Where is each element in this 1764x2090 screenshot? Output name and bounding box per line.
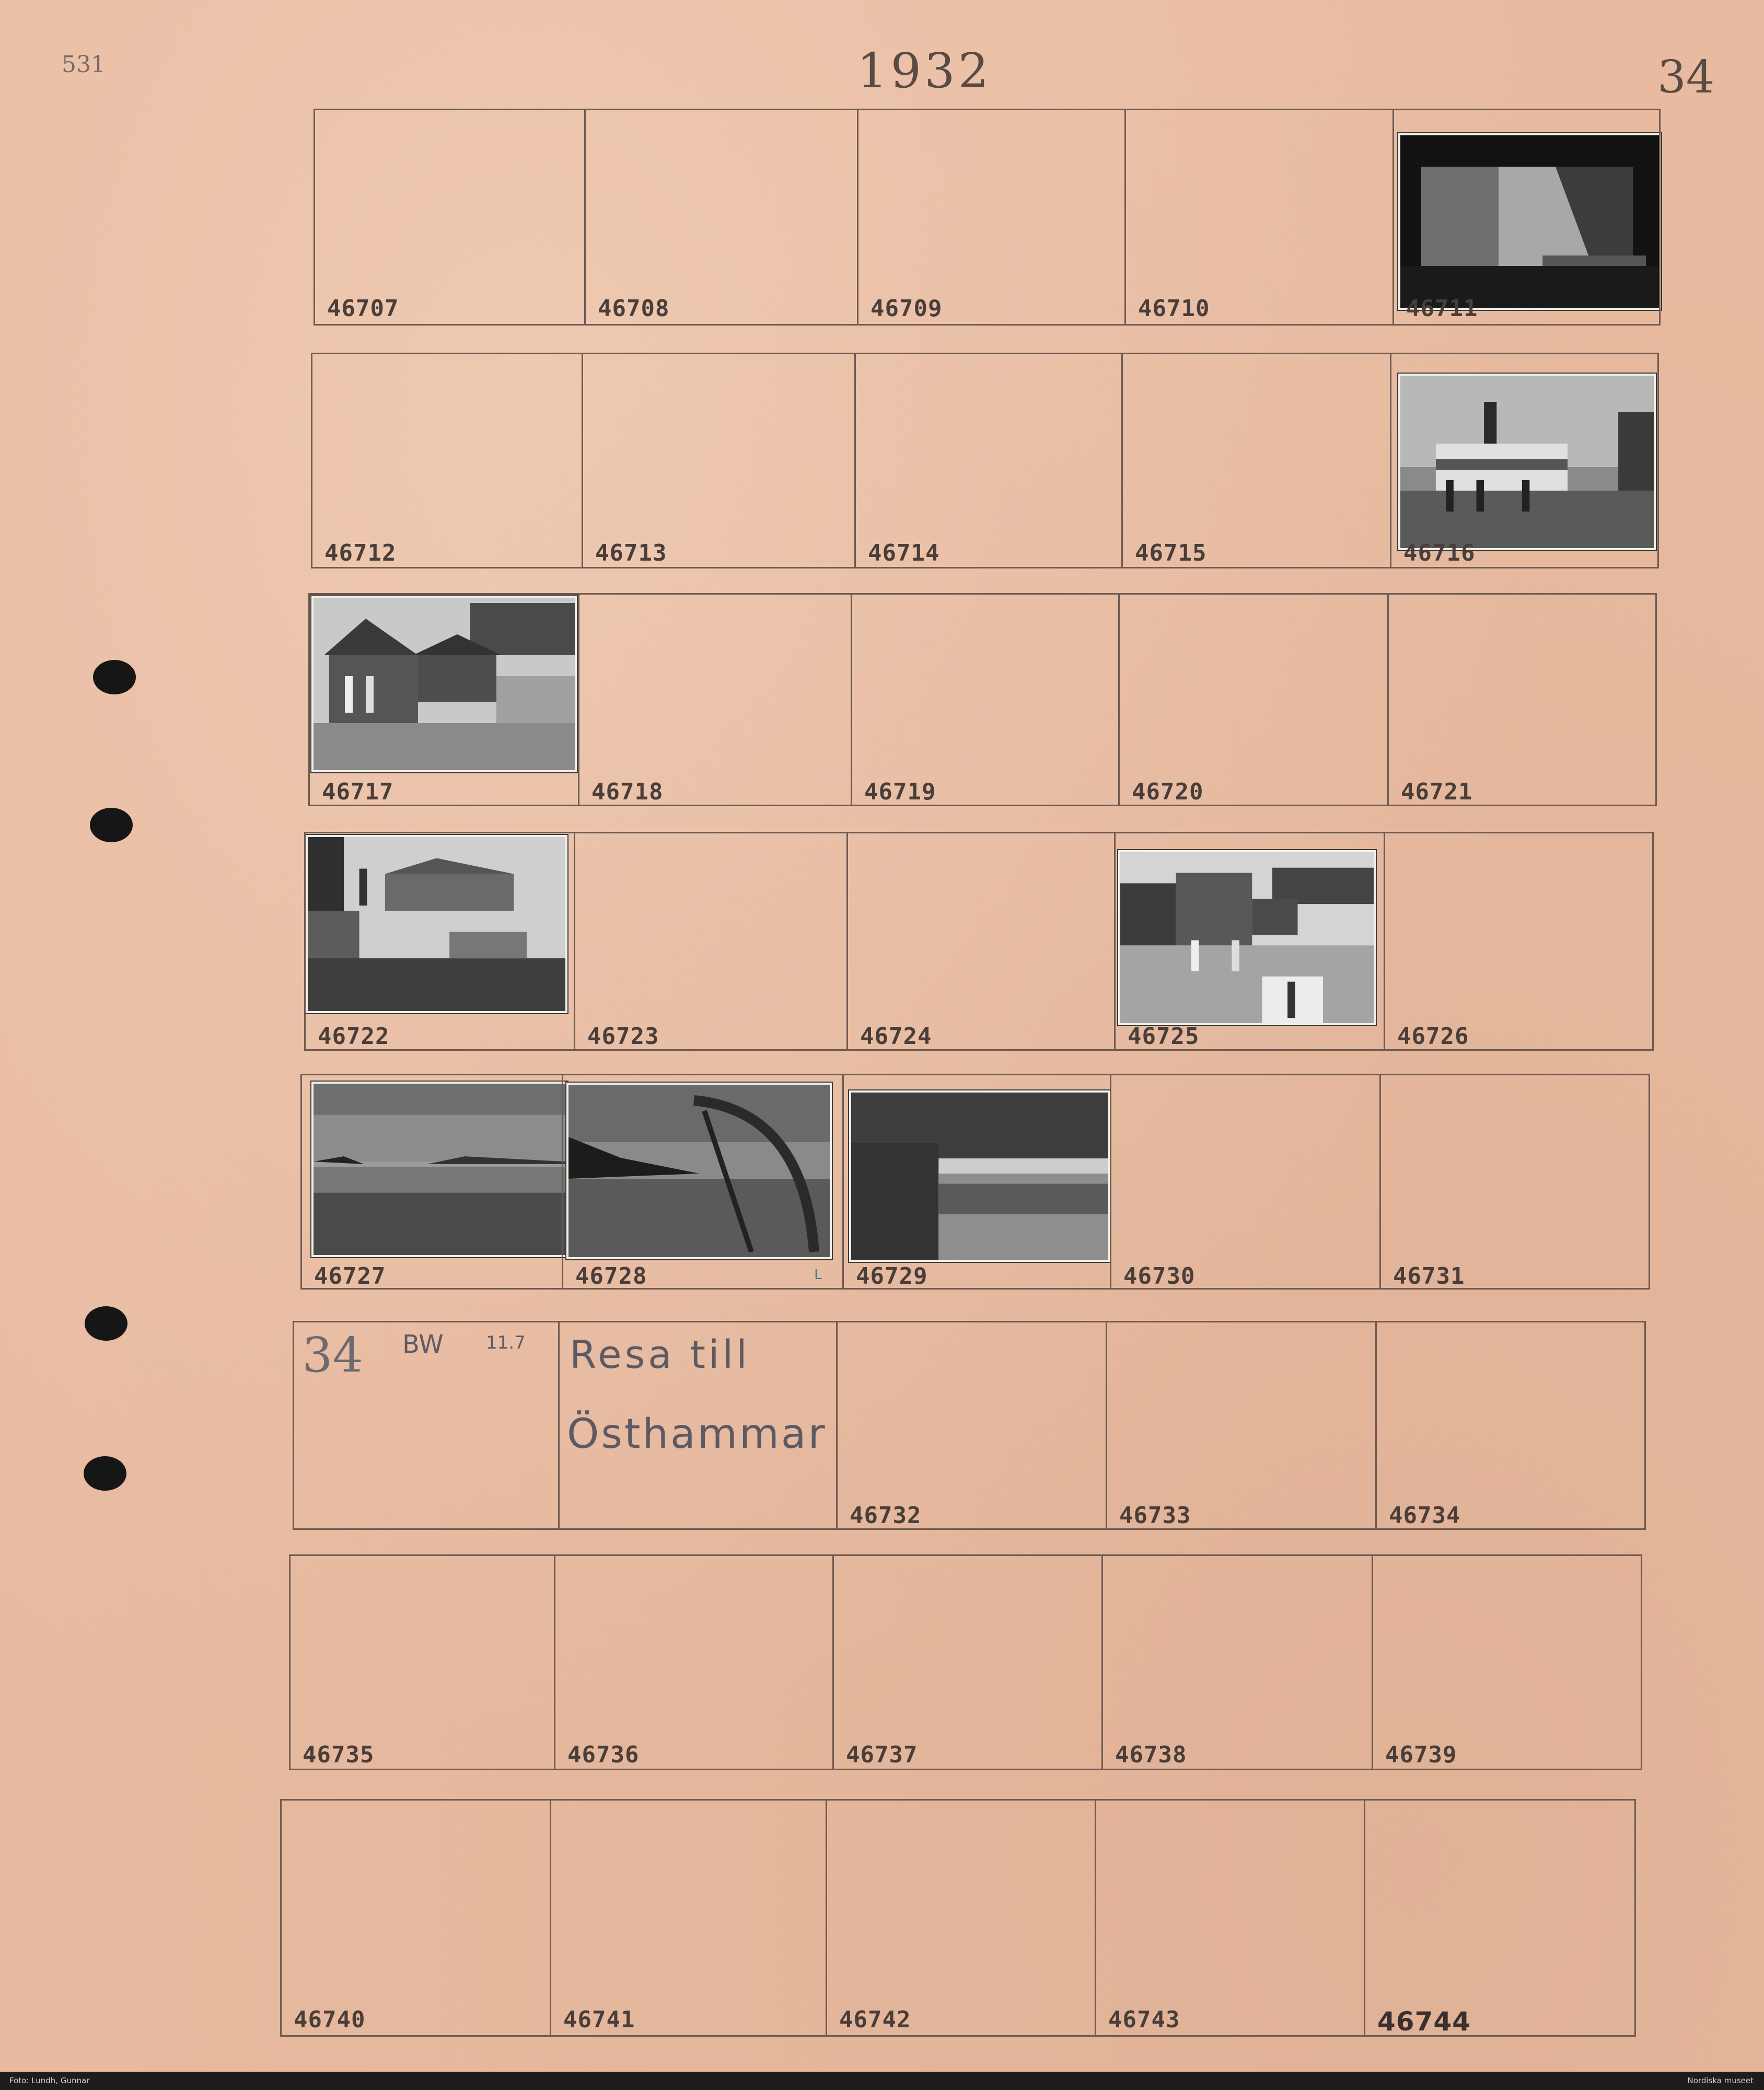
grid-rule (289, 1554, 1641, 1556)
sheet-number: 531 (62, 51, 106, 78)
grid-rule (1649, 1074, 1650, 1290)
catalog-number: 46731 (1393, 1263, 1465, 1290)
catalog-number: 46707 (327, 295, 399, 322)
grid-rule (293, 1321, 294, 1530)
catalog-number: 46742 (839, 2006, 911, 2033)
grid-rule (562, 1074, 563, 1290)
grid-rule (826, 1799, 827, 2037)
grid-rule (1641, 1554, 1642, 1770)
grid-rule (1379, 1074, 1381, 1290)
footer-bar (0, 2072, 1764, 2090)
grid-rule (574, 832, 575, 1051)
grid-rule (846, 832, 848, 1051)
catalog-number: 46725 (1128, 1023, 1200, 1050)
catalog-number: 46743 (1108, 2006, 1180, 2033)
catalog-number: 46736 (567, 1741, 640, 1768)
grid-rule (311, 567, 1657, 568)
catalog-number: 46719 (864, 779, 936, 805)
grid-rule (300, 1074, 1649, 1075)
photo-46725 (1118, 850, 1376, 1025)
photo-46711 (1398, 133, 1661, 310)
catalog-number: 46718 (591, 779, 664, 805)
catalog-number: 46735 (303, 1741, 375, 1768)
grid-rule (300, 1074, 302, 1290)
grid-rule (1118, 593, 1120, 806)
grid-rule (836, 1321, 838, 1530)
photo-46728 (566, 1083, 832, 1259)
catalog-number: 46721 (1401, 779, 1473, 805)
caption-line-1: Resa till (570, 1332, 750, 1377)
caption-line-2: Östhammar (567, 1411, 827, 1458)
grid-rule (1392, 109, 1394, 326)
catalog-number: 46730 (1123, 1263, 1196, 1290)
grid-rule (280, 1799, 282, 2037)
catalog-number: 46713 (595, 540, 667, 566)
catalog-number: 46739 (1385, 1741, 1457, 1768)
catalog-number: 46715 (1135, 540, 1207, 566)
catalog-number: 46744 (1377, 2006, 1471, 2037)
catalog-number: 46732 (850, 1502, 922, 1529)
grid-rule (293, 1321, 1644, 1322)
grid-rule (314, 109, 315, 326)
grid-rule (314, 109, 1659, 110)
catalog-number: 46728 (575, 1263, 647, 1290)
grid-rule (851, 593, 852, 806)
catalog-number: 46741 (563, 2006, 635, 2033)
grid-rule (842, 1074, 844, 1290)
grid-rule (1110, 1074, 1111, 1290)
catalog-number: 46720 (1132, 779, 1204, 805)
grid-rule (280, 1799, 1634, 1801)
binder-hole (84, 1456, 126, 1491)
catalog-number: 46710 (1138, 295, 1210, 322)
grid-rule (1124, 109, 1126, 326)
photo-46727 (311, 1082, 567, 1257)
catalog-number: 46726 (1397, 1023, 1469, 1050)
catalog-number: 46737 (846, 1741, 918, 1768)
grid-rule (304, 832, 306, 1051)
grid-rule (1390, 353, 1391, 568)
grid-rule (1644, 1321, 1646, 1530)
grid-rule (1655, 593, 1657, 806)
grid-rule (1634, 1799, 1636, 2037)
grid-rule (308, 593, 1655, 595)
grid-rule (1372, 1554, 1373, 1770)
grid-rule (1657, 353, 1659, 568)
grid-rule (554, 1554, 555, 1770)
photo-46729 (849, 1090, 1110, 1262)
photo-46722 (306, 835, 567, 1013)
museum-name: Nordiska museet (1687, 2076, 1754, 2085)
catalog-number: 46712 (324, 540, 397, 566)
grid-rule (289, 1769, 1641, 1770)
catalog-number: 46729 (856, 1263, 928, 1290)
catalog-number: 46708 (598, 295, 670, 322)
grid-rule (578, 593, 579, 806)
grid-rule (311, 353, 312, 568)
catalog-number: 46716 (1403, 540, 1476, 566)
grid-rule (558, 1321, 560, 1530)
grid-rule (289, 1554, 291, 1770)
roll-number: 34 (302, 1327, 364, 1383)
grid-rule (1659, 109, 1661, 326)
grid-rule (1387, 593, 1389, 806)
grid-rule (308, 593, 310, 806)
catalog-number: 46724 (860, 1023, 932, 1050)
year-heading: 1932 (857, 43, 992, 99)
grid-rule (304, 832, 1652, 833)
binder-hole (85, 1306, 127, 1341)
catalog-number: 46740 (294, 2006, 366, 2033)
grid-rule (1384, 832, 1385, 1051)
grid-rule (1095, 1799, 1096, 2037)
grid-rule (584, 109, 586, 326)
catalog-number: 46714 (868, 540, 940, 566)
binder-hole (93, 660, 136, 694)
grid-rule (1106, 1321, 1107, 1530)
tick-mark: L (814, 1267, 822, 1283)
grid-rule (1375, 1321, 1377, 1530)
catalog-number: 46734 (1389, 1502, 1461, 1529)
catalog-number: 46709 (871, 295, 943, 322)
grid-rule (314, 324, 1659, 326)
photo-46716 (1398, 374, 1656, 550)
catalog-number: 46733 (1119, 1502, 1191, 1529)
catalog-number: 46722 (318, 1023, 390, 1050)
catalog-number: 46723 (587, 1023, 659, 1050)
catalog-number: 46717 (322, 779, 394, 805)
grid-rule (1364, 1799, 1365, 2037)
catalog-number: 46738 (1115, 1741, 1187, 1768)
grid-rule (311, 353, 1657, 354)
catalog-number: 46727 (314, 1263, 386, 1290)
grid-rule (550, 1799, 551, 2037)
binder-hole (90, 808, 133, 842)
photo-46717 (311, 596, 577, 772)
grid-rule (832, 1554, 834, 1770)
grid-rule (1114, 832, 1116, 1051)
grid-rule (857, 109, 858, 326)
grid-rule (1121, 353, 1123, 568)
grid-rule (854, 353, 856, 568)
catalog-number: 46711 (1406, 295, 1478, 322)
page-number: 34 (1657, 51, 1715, 103)
photo-credit: Foto: Lundh, Gunnar (9, 2076, 90, 2085)
grid-rule (1101, 1554, 1103, 1770)
date-note: 11.7 (486, 1332, 526, 1353)
grid-rule (1652, 832, 1654, 1051)
photographer-code: BW (402, 1330, 444, 1359)
grid-rule (582, 353, 583, 568)
